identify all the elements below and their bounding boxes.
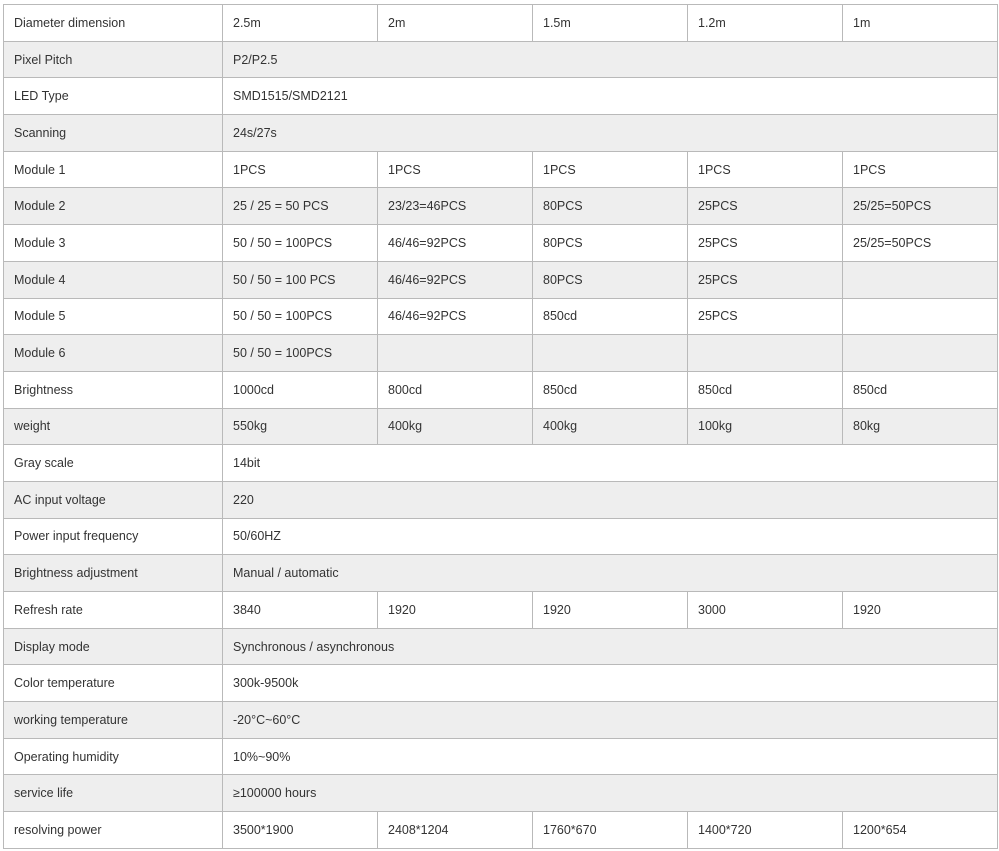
row-label: resolving power bbox=[4, 812, 223, 849]
table-row bbox=[4, 555, 998, 592]
table-cell: ≥100000 hours bbox=[223, 775, 998, 812]
table-cell: 10%~90% bbox=[223, 738, 998, 775]
table-cell: 50 / 50 = 100PCS bbox=[223, 225, 378, 262]
table-cell: 1m bbox=[843, 5, 998, 42]
table-cell: 400kg bbox=[378, 408, 533, 445]
table-cell: Synchronous / asynchronous bbox=[223, 628, 998, 665]
table-cell: 1200*654 bbox=[843, 812, 998, 849]
table-cell: 3500*1900 bbox=[223, 812, 378, 849]
table-cell: 1PCS bbox=[688, 151, 843, 188]
table-cell: 25/25=50PCS bbox=[843, 225, 998, 262]
table-cell bbox=[533, 335, 688, 372]
table-cell: 46/46=92PCS bbox=[378, 225, 533, 262]
table-cell: 800cd bbox=[378, 371, 533, 408]
table-cell: 80PCS bbox=[533, 225, 688, 262]
row-label: Color temperature bbox=[4, 665, 223, 702]
table-cell: 1PCS bbox=[223, 151, 378, 188]
table-row bbox=[4, 188, 998, 225]
table-row bbox=[4, 261, 998, 298]
table-cell: -20°C~60°C bbox=[223, 702, 998, 739]
table-cell: 2m bbox=[378, 5, 533, 42]
spec-table bbox=[3, 4, 998, 849]
table-cell: 50 / 50 = 100 PCS bbox=[223, 261, 378, 298]
table-cell: 24s/27s bbox=[223, 115, 998, 152]
row-label: Module 6 bbox=[4, 335, 223, 372]
row-label: Module 3 bbox=[4, 225, 223, 262]
table-cell: 50 / 50 = 100PCS bbox=[223, 335, 378, 372]
table-cell: 1.2m bbox=[688, 5, 843, 42]
table-cell: 220 bbox=[223, 481, 998, 518]
row-label: LED Type bbox=[4, 78, 223, 115]
table-row bbox=[4, 812, 998, 849]
row-label: Module 1 bbox=[4, 151, 223, 188]
table-row bbox=[4, 665, 998, 702]
table-cell: 850cd bbox=[533, 298, 688, 335]
table-cell: 2.5m bbox=[223, 5, 378, 42]
table-row bbox=[4, 592, 998, 629]
table-row bbox=[4, 702, 998, 739]
table-cell: 46/46=92PCS bbox=[378, 298, 533, 335]
row-label: weight bbox=[4, 408, 223, 445]
table-cell: 25PCS bbox=[688, 188, 843, 225]
table-cell: 80PCS bbox=[533, 188, 688, 225]
table-cell: 1PCS bbox=[843, 151, 998, 188]
row-label: Gray scale bbox=[4, 445, 223, 482]
table-row bbox=[4, 408, 998, 445]
table-row bbox=[4, 5, 998, 42]
row-label: Scanning bbox=[4, 115, 223, 152]
table-row bbox=[4, 115, 998, 152]
table-cell: 80PCS bbox=[533, 261, 688, 298]
row-label: Power input frequency bbox=[4, 518, 223, 555]
table-cell: 400kg bbox=[533, 408, 688, 445]
table-row bbox=[4, 78, 998, 115]
table-cell: 850cd bbox=[843, 371, 998, 408]
row-label: Brightness bbox=[4, 371, 223, 408]
table-cell: 1920 bbox=[378, 592, 533, 629]
table-cell: 1760*670 bbox=[533, 812, 688, 849]
table-cell bbox=[688, 335, 843, 372]
table-cell: 25/25=50PCS bbox=[843, 188, 998, 225]
table-cell: 1400*720 bbox=[688, 812, 843, 849]
table-cell: 2408*1204 bbox=[378, 812, 533, 849]
table-row bbox=[4, 225, 998, 262]
spec-table-body bbox=[4, 5, 998, 849]
table-cell: 1PCS bbox=[378, 151, 533, 188]
table-row bbox=[4, 738, 998, 775]
table-cell bbox=[843, 298, 998, 335]
row-label: Diameter dimension bbox=[4, 5, 223, 42]
table-cell: 850cd bbox=[688, 371, 843, 408]
table-cell bbox=[378, 335, 533, 372]
row-label: service life bbox=[4, 775, 223, 812]
table-row bbox=[4, 481, 998, 518]
table-row bbox=[4, 298, 998, 335]
table-cell: 1000cd bbox=[223, 371, 378, 408]
table-cell: 1PCS bbox=[533, 151, 688, 188]
row-label: Module 5 bbox=[4, 298, 223, 335]
table-cell: SMD1515/SMD2121 bbox=[223, 78, 998, 115]
row-label: Display mode bbox=[4, 628, 223, 665]
table-row bbox=[4, 445, 998, 482]
table-cell: 3000 bbox=[688, 592, 843, 629]
row-label: Module 2 bbox=[4, 188, 223, 225]
table-cell: 25PCS bbox=[688, 225, 843, 262]
table-row bbox=[4, 371, 998, 408]
table-cell: Manual / automatic bbox=[223, 555, 998, 592]
table-cell: 25PCS bbox=[688, 298, 843, 335]
table-cell: 3840 bbox=[223, 592, 378, 629]
row-label: Refresh rate bbox=[4, 592, 223, 629]
row-label: Brightness adjustment bbox=[4, 555, 223, 592]
table-cell bbox=[843, 335, 998, 372]
table-row bbox=[4, 518, 998, 555]
table-cell: 80kg bbox=[843, 408, 998, 445]
table-cell: 850cd bbox=[533, 371, 688, 408]
table-row bbox=[4, 151, 998, 188]
table-cell: 1920 bbox=[533, 592, 688, 629]
table-row bbox=[4, 335, 998, 372]
table-cell: 23/23=46PCS bbox=[378, 188, 533, 225]
row-label: Operating humidity bbox=[4, 738, 223, 775]
row-label: working temperature bbox=[4, 702, 223, 739]
row-label: Module 4 bbox=[4, 261, 223, 298]
table-cell: 14bit bbox=[223, 445, 998, 482]
row-label: Pixel Pitch bbox=[4, 41, 223, 78]
table-cell: 25PCS bbox=[688, 261, 843, 298]
table-cell bbox=[843, 261, 998, 298]
table-cell: 100kg bbox=[688, 408, 843, 445]
table-cell: 550kg bbox=[223, 408, 378, 445]
table-row bbox=[4, 628, 998, 665]
table-cell: 300k-9500k bbox=[223, 665, 998, 702]
table-cell: 50 / 50 = 100PCS bbox=[223, 298, 378, 335]
table-row bbox=[4, 775, 998, 812]
table-cell: P2/P2.5 bbox=[223, 41, 998, 78]
table-cell: 46/46=92PCS bbox=[378, 261, 533, 298]
table-cell: 50/60HZ bbox=[223, 518, 998, 555]
table-cell: 1.5m bbox=[533, 5, 688, 42]
table-row bbox=[4, 41, 998, 78]
table-cell: 1920 bbox=[843, 592, 998, 629]
table-cell: 25 / 25 = 50 PCS bbox=[223, 188, 378, 225]
row-label: AC input voltage bbox=[4, 481, 223, 518]
